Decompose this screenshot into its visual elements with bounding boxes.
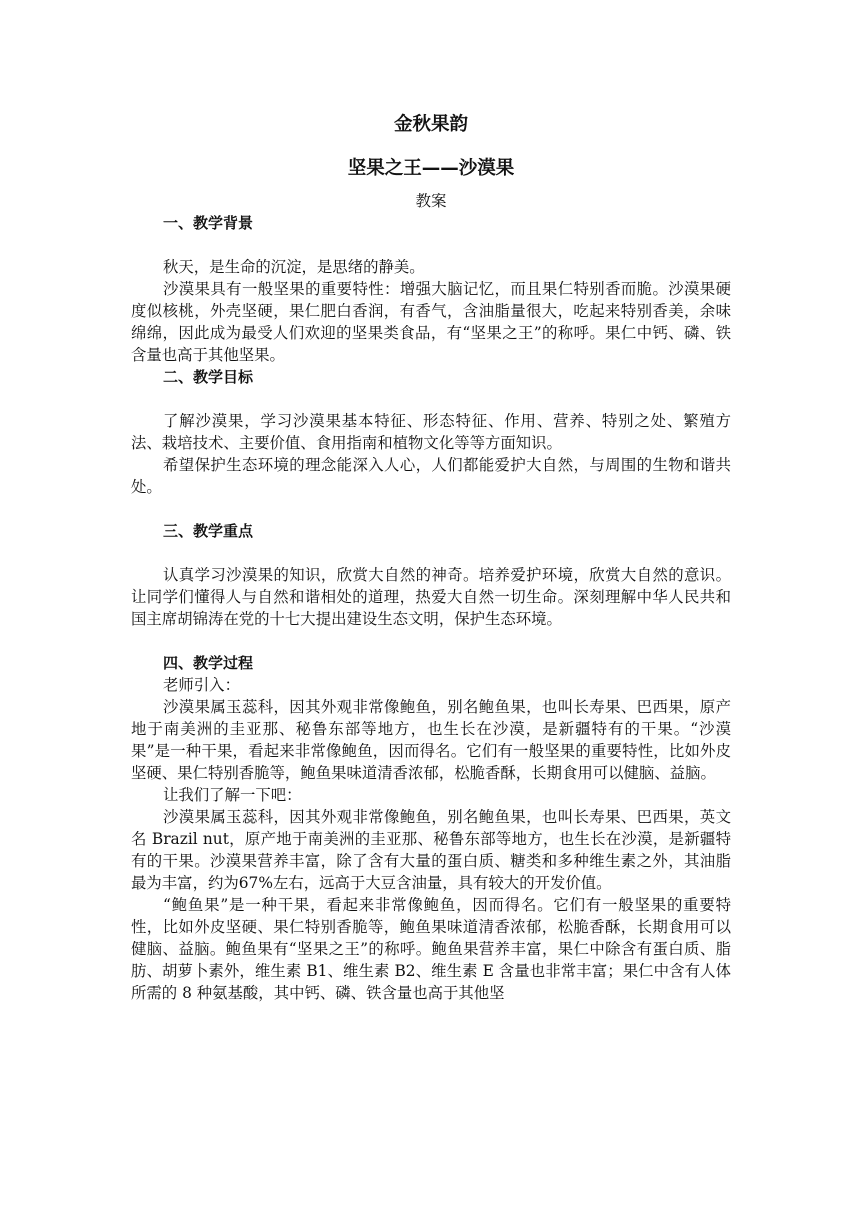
section-objectives <box>131 366 731 498</box>
document-type-label: 教案 <box>415 192 447 210</box>
paragraph: 沙漠果属玉蕊科，因其外观非常像鲍鱼，别名鲍鱼果，也叫长寿果、巴西果，英文名 Brazil nut，原产地于南美洲的圭亚那、秘鲁东部等地方，也生长在沙漠，是新疆特有的干果。沙漠果营养丰富，除了含有大量的蛋白质、糖类和多种维生素之外，其油脂最为丰富，约为67%左右，远高于大豆含油量，具有较大的开发价值。 <box>131 808 731 892</box>
paragraph: 了解沙漠果，学习沙漠果基本特征、形态特征、作用、营养、特别之处、繁殖方法、栽培技术、主要价值、食用指南和植物文化等等方面知识。 <box>131 412 731 452</box>
section-heading: 三、教学重点 <box>163 522 254 540</box>
document-subtitle: 坚果之王——沙漠果 <box>347 158 515 179</box>
paragraph: 老师引入： <box>163 676 240 694</box>
section-heading: 二、教学目标 <box>163 368 254 386</box>
paragraph: “鲍鱼果”是一种干果，看起来非常像鲍鱼，因而得名。它们有一般坚果的重要特性，比如外皮坚硬、果仁特别香脆等，鲍鱼果味道清香浓郁，松脆香酥，长期食用可以健脑、益脑。鲍鱼果有“坚果之王”的称呼。鲍鱼果营养丰富，果仁中除含有蛋白质、脂肪、胡萝卜素外，维生素 B1、维生素 B2、维生素 E 含量也非常丰富；果仁中含有人体所需的 8 种氨基酸，其中钙、磷、铁含量也高于其他坚 <box>131 896 731 1002</box>
paragraph: 希望保护生态环境的理念能深入人心，人们都能爱护大自然，与周围的生物和谐共处。 <box>131 456 731 496</box>
paragraph: 秋天，是生命的沉淀，是思绪的静美。 <box>163 258 425 276</box>
paragraph: 让我们了解一下吧： <box>163 786 302 804</box>
section-key-points <box>131 520 731 630</box>
paragraph: 沙漠果属玉蕊科，因其外观非常像鲍鱼，别名鲍鱼果，也叫长寿果、巴西果，原产地于南美洲的圭亚那、秘鲁东部等地方，也生长在沙漠，是新疆特有的干果。“沙漠果”是一种干果，看起来非常像鲍鱼，因而得名。它们有一般坚果的重要特性，比如外皮坚硬、果仁特别香脆等，鲍鱼果味道清香浓郁，松脆香酥，长期食用可以健脑、益脑。 <box>131 698 731 782</box>
section-process <box>131 652 731 1004</box>
section-heading: 四、教学过程 <box>163 654 254 672</box>
section-background <box>131 212 731 366</box>
section-heading: 一、教学背景 <box>163 214 254 232</box>
paragraph: 沙漠果具有一般坚果的重要特性：增强大脑记忆，而且果仁特别香而脆。沙漠果硬度似核桃，外壳坚硬，果仁肥白香润，有香气，含油脂量很大，吃起来特别香美，余味绵绵，因此成为最受人们欢迎的坚果类食品，有“坚果之王”的称呼。果仁中钙、磷、铁含量也高于其他坚果。 <box>131 280 731 364</box>
paragraph: 认真学习沙漠果的知识，欣赏大自然的神奇。培养爱护环境，欣赏大自然的意识。让同学们懂得人与自然和谐相处的道理，热爱大自然一切生命。深刻理解中华人民共和国主席胡锦涛在党的十七大提出建设生态文明，保护生态环境。 <box>131 566 731 628</box>
document-title: 金秋果韵 <box>393 114 468 135</box>
document-page <box>131 112 731 1004</box>
